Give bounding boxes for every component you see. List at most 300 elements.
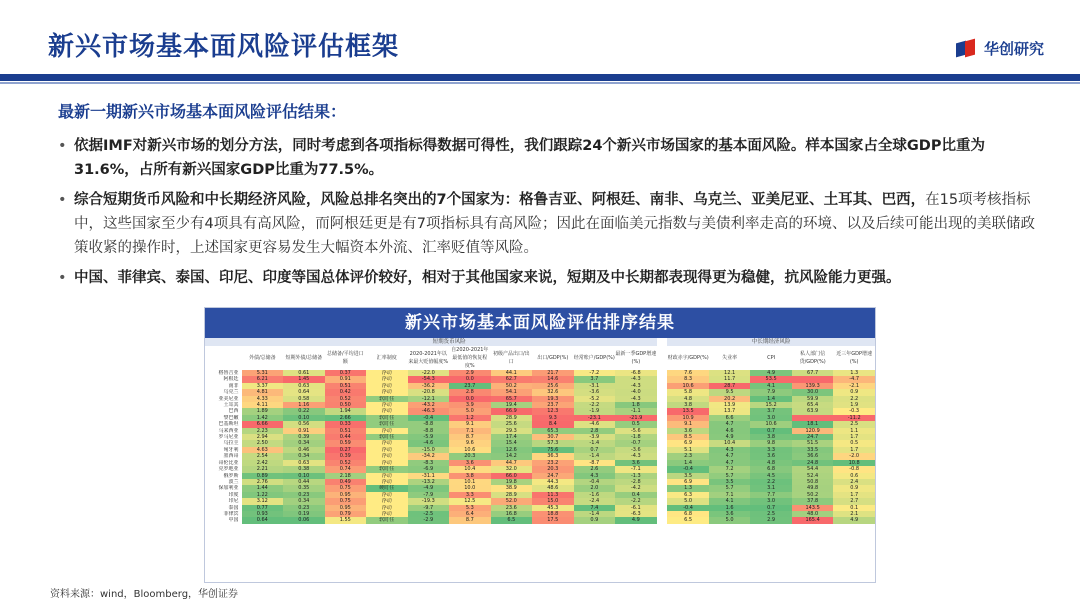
table-cell: 7.9 <box>750 389 792 395</box>
table-cell: 28.9 <box>491 492 533 498</box>
table-cell: 54.1 <box>491 389 533 395</box>
country-cell: 土耳其 <box>205 402 242 408</box>
table-cell: 48.0 <box>792 511 834 517</box>
table-cell: 62.7 <box>491 376 533 382</box>
table-cell: 0.34 <box>283 498 325 504</box>
column-header: 总储备/平均进口额 <box>325 346 367 370</box>
table-cell: 4.9 <box>615 517 657 523</box>
table-cell: 2.5 <box>750 511 792 517</box>
table-cell: -1.1 <box>615 408 657 414</box>
table-cell: 3.3 <box>449 492 491 498</box>
table-cell: 0.74 <box>325 466 367 472</box>
table-cell: 0.79 <box>325 511 367 517</box>
table-cell: -2.2 <box>574 402 616 408</box>
table-cell: 44.7 <box>491 460 533 466</box>
table-cell: 0.75 <box>325 485 367 491</box>
table-cell: 浮动 <box>366 370 408 376</box>
table-cell: 0.93 <box>242 511 284 517</box>
table-cell: 浮动 <box>366 460 408 466</box>
table-cell: 10.8 <box>833 460 875 466</box>
table-cell: 0.35 <box>283 485 325 491</box>
table-cell: 5.0 <box>709 517 751 523</box>
table-cell: 28.9 <box>491 415 533 421</box>
table-cell: 9.1 <box>667 421 709 427</box>
table-cell: 1.94 <box>325 408 367 414</box>
table-cell: 28.7 <box>709 383 751 389</box>
table-cell: 浮动 <box>366 402 408 408</box>
country-cell: 乌克兰 <box>205 389 242 395</box>
table-cell: 0.9 <box>833 389 875 395</box>
country-cell: 罗马尼亚 <box>205 434 242 440</box>
table-cell: -6.9 <box>408 466 450 472</box>
table-cell: -22.0 <box>408 370 450 376</box>
table-cell: 53.5 <box>750 376 792 382</box>
table-cell: 3.6 <box>750 453 792 459</box>
table-cell: 20.2 <box>709 396 751 402</box>
table-cell: -31.1 <box>408 473 450 479</box>
brand-logo-text: 华创研究 <box>983 40 1044 58</box>
country-cell: 俄罗斯 <box>205 473 242 479</box>
table-cell: 143.5 <box>792 505 834 511</box>
country-cell: 菲律宾 <box>205 511 242 517</box>
table-cell: 4.63 <box>242 447 284 453</box>
table-cell: 2.54 <box>242 453 284 459</box>
table-cell: 8.3 <box>667 376 709 382</box>
column-header: 初级产品出口/出口 <box>491 346 533 370</box>
table-cell: 0.7 <box>750 505 792 511</box>
table-cell: -0.7 <box>615 440 657 446</box>
country-cell: 保加利亚 <box>205 485 242 491</box>
table-cell: 0.50 <box>325 402 367 408</box>
table-cell: 9.3 <box>532 415 574 421</box>
country-cell: 匈牙利 <box>205 447 242 453</box>
bullet-bold-text: 综合短期货币风险和中长期经济风险，风险总排名突出的7个国家为：格鲁吉亚、阿根廷、南非、乌克兰、亚美尼亚、土耳其、巴西， <box>74 192 926 208</box>
brand-logo <box>956 38 1044 59</box>
bullet-bold-text: 中国、菲律宾、泰国、印尼、印度等国总体评价较好，相对于其他国家来说，短期及中长期都表现得更为稳健，抗风险能力更强。 <box>74 270 901 286</box>
table-cell: 5.7 <box>709 473 751 479</box>
column-header: 自2020-2021年最低值的恢复程度% <box>449 346 491 370</box>
table-cell: 52.0 <box>491 498 533 504</box>
table-cell: 0.5 <box>833 440 875 446</box>
table-cell: 54.4 <box>792 466 834 472</box>
table-cell: 8.7 <box>449 434 491 440</box>
table-cell: 0.39 <box>283 434 325 440</box>
table-cell: 3.8 <box>449 473 491 479</box>
bullet-list <box>58 134 1038 296</box>
table-cell: 1.16 <box>283 402 325 408</box>
table-cell: 0.4 <box>615 492 657 498</box>
table-cell: 11.3 <box>532 492 574 498</box>
table-cell: -1.3 <box>615 473 657 479</box>
table-cell: 1.3 <box>667 485 709 491</box>
table-cell: 6.6 <box>709 415 751 421</box>
table-cell: -6.8 <box>615 370 657 376</box>
table-cell: 75.6 <box>532 447 574 453</box>
table-cell: 浮动 <box>366 492 408 498</box>
table-cell: 5.0 <box>449 408 491 414</box>
table-cell: 2.4 <box>833 479 875 485</box>
risk-ranking-table <box>204 307 876 583</box>
table-cell: 15.4 <box>491 440 533 446</box>
table-group-header <box>205 338 875 346</box>
table-cell: 浮动 <box>366 428 408 434</box>
table-cell: -4.3 <box>615 383 657 389</box>
table-cell: 20.3 <box>532 466 574 472</box>
table-cell: 15.0 <box>532 498 574 504</box>
table-cell: 45.3 <box>532 505 574 511</box>
table-cell: 3.0 <box>750 498 792 504</box>
table-cell: 44.3 <box>532 479 574 485</box>
table-cell: -7.2 <box>574 370 616 376</box>
table-cell: -1.6 <box>574 492 616 498</box>
table-cell: 8.7 <box>449 517 491 523</box>
table-cell: -4.6 <box>574 421 616 427</box>
table-cell: 17.5 <box>532 517 574 523</box>
country-cell: 哥伦比亚 <box>205 460 242 466</box>
table-cell: 4.1 <box>750 383 792 389</box>
table-cell: 4.6 <box>709 428 751 434</box>
table-cell: 2.18 <box>325 473 367 479</box>
table-cell: 5.8 <box>667 389 709 395</box>
table-cell: 24.7 <box>792 434 834 440</box>
table-cell: 4.9 <box>833 517 875 523</box>
table-cell: 10.6 <box>750 421 792 427</box>
table-cell: -4.3 <box>615 396 657 402</box>
table-cell: 11.7 <box>709 376 751 382</box>
table-cell: -19.3 <box>408 498 450 504</box>
table-cell: 0.33 <box>325 421 367 427</box>
table-cell: 2.9 <box>449 370 491 376</box>
table-cell: 19.3 <box>532 396 574 402</box>
table-cell: 5.31 <box>242 370 284 376</box>
table-cell: 14.2 <box>491 453 533 459</box>
table-cell: 8.4 <box>532 421 574 427</box>
table-cell: 4.8 <box>750 460 792 466</box>
table-cell: 0.1 <box>833 505 875 511</box>
table-cell: 33.5 <box>792 447 834 453</box>
table-cell: 65.4 <box>792 402 834 408</box>
table-cell: 6.9 <box>667 440 709 446</box>
table-cell: -8.7 <box>574 460 616 466</box>
table-cell: 6.9 <box>667 479 709 485</box>
table-cell: 0.39 <box>325 453 367 459</box>
table-cell: 37.8 <box>792 498 834 504</box>
table-cell: 13.5 <box>667 408 709 414</box>
table-cell: 0.95 <box>325 492 367 498</box>
table-cell: 浮动 <box>366 473 408 479</box>
table-cell: 65.7 <box>491 396 533 402</box>
table-cell: 5.7 <box>709 485 751 491</box>
country-cell: 阿根廷 <box>205 376 242 382</box>
table-cell: 139.3 <box>792 383 834 389</box>
table-cell: 4.3 <box>574 473 616 479</box>
table-cell: 0.51 <box>325 383 367 389</box>
table-cell: 8.5 <box>667 434 709 440</box>
column-header-country <box>205 346 242 370</box>
table-cell: -7.9 <box>408 492 450 498</box>
table-cell: 2.5 <box>833 421 875 427</box>
table-cell: 0.37 <box>325 370 367 376</box>
table-cell: -4.2 <box>615 485 657 491</box>
table-cell: -4.0 <box>615 389 657 395</box>
table-cell: -2.4 <box>574 498 616 504</box>
table-cell: 0.38 <box>283 466 325 472</box>
table-cell: 63.9 <box>792 408 834 414</box>
table-cell: 2.6 <box>574 466 616 472</box>
column-header: 出口/GDP(%) <box>532 346 574 370</box>
section-subtitle: 最新一期新兴市场基本面风险评估结果： <box>58 102 347 121</box>
table-cell: 浮动 <box>366 479 408 485</box>
table-cell: 12.1 <box>709 370 751 376</box>
table-cell: 23.7 <box>449 383 491 389</box>
table-cell: 0.34 <box>283 453 325 459</box>
table-cell: 浮动 <box>366 498 408 504</box>
table-cell: 13.9 <box>709 402 751 408</box>
table-cell: 0.23 <box>283 505 325 511</box>
table-cell: 4.7 <box>709 421 751 427</box>
table-cell: 4.11 <box>242 402 284 408</box>
table-cell: 36.6 <box>792 453 834 459</box>
table-cell: -5.6 <box>615 428 657 434</box>
table-cell: -7.1 <box>615 466 657 472</box>
table-cell: 10.9 <box>667 415 709 421</box>
table-cell: 10.4 <box>449 466 491 472</box>
table-cell: -15.0 <box>408 447 450 453</box>
table-cell: 0.9 <box>833 485 875 491</box>
group-header-gap <box>657 338 668 346</box>
table-cell: 7.2 <box>709 466 751 472</box>
table-cell: 10.1 <box>449 479 491 485</box>
table-cell: 浮动 <box>366 389 408 395</box>
brand-logo-icon <box>956 40 978 58</box>
column-header: 外债/总储备 <box>242 346 284 370</box>
table-cell: 1.7 <box>833 434 875 440</box>
table-cell: 0.0 <box>449 396 491 402</box>
table-cell: 19.4 <box>491 402 533 408</box>
table-cell: 硬盯住 <box>366 485 408 491</box>
table-cell: -46.3 <box>408 408 450 414</box>
table-cell: 10.0 <box>449 485 491 491</box>
country-cell: 亚美尼亚 <box>205 396 242 402</box>
table-cell: 1.7 <box>833 447 875 453</box>
table-cell: 7.6 <box>667 370 709 376</box>
table-cell: 4.1 <box>709 498 751 504</box>
column-header: 私人部门信贷/GDP(%) <box>792 346 834 370</box>
table-cell: 7.7 <box>750 492 792 498</box>
table-cell: 0.10 <box>283 415 325 421</box>
table-cell: 0.52 <box>325 460 367 466</box>
table-cell: -4.3 <box>615 453 657 459</box>
column-header: 失业率 <box>709 346 751 370</box>
table-cell: -0.4 <box>667 466 709 472</box>
table-cell: 1.4 <box>667 460 709 466</box>
table-cell: 3.8 <box>667 402 709 408</box>
table-cell: -21.9 <box>615 415 657 421</box>
bullet-item <box>58 266 1038 290</box>
table-cell: -5.2 <box>574 396 616 402</box>
table-cell: 2.94 <box>242 434 284 440</box>
table-cell: 16.8 <box>491 511 533 517</box>
bullet-bold-text: 依据IMF对新兴市场的划分方法，同时考虑到各项指标得数据可得性，我们跟踪24个新兴市场国家的基本面风险。样本国家占全球GDP比重为31.6%，占所有新兴国家GDP比重为77.5%。 <box>74 138 985 178</box>
table-cell: 19.8 <box>491 479 533 485</box>
table-cell: 6.66 <box>242 421 284 427</box>
table-cell: 0.58 <box>283 396 325 402</box>
table-cell: 38.9 <box>491 485 533 491</box>
country-cell: 格鲁吉亚 <box>205 370 242 376</box>
table-cell: 2.23 <box>242 428 284 434</box>
table-cell: 12.6 <box>491 447 533 453</box>
table-cell: -2.1 <box>833 383 875 389</box>
table-cell: 3.5 <box>667 473 709 479</box>
table-cell: 0.91 <box>325 376 367 382</box>
country-cell: 南非 <box>205 383 242 389</box>
table-cell: 0.95 <box>325 505 367 511</box>
table-cell: -3.6 <box>615 447 657 453</box>
table-cell: 0.7 <box>574 447 616 453</box>
table-cell: 0.19 <box>283 511 325 517</box>
table-cell: 4.33 <box>242 396 284 402</box>
table-title: 新兴市场基本面风险评估排序结果 <box>205 308 875 338</box>
table-cell: 2.2 <box>750 479 792 485</box>
table-cell: 2.3 <box>667 453 709 459</box>
table-column-header <box>205 346 875 370</box>
table-cell: 1.22 <box>242 492 284 498</box>
table-cell: 12.5 <box>449 498 491 504</box>
table-cell: 0.23 <box>283 492 325 498</box>
table-cell: 0.89 <box>242 473 284 479</box>
table-cell: 51.5 <box>792 440 834 446</box>
table-cell: 2.76 <box>242 479 284 485</box>
table-cell: 30.7 <box>532 434 574 440</box>
table-cell: 23.7 <box>532 402 574 408</box>
table-cell: 4.5 <box>750 473 792 479</box>
table-cell: 0.46 <box>283 447 325 453</box>
table-cell: 165.4 <box>792 517 834 523</box>
table-cell: 2.7 <box>833 498 875 504</box>
table-cell: 52.4 <box>792 473 834 479</box>
table-cell: 24.7 <box>532 473 574 479</box>
column-header: 短期外债/总储备 <box>283 346 325 370</box>
column-header: 汇率制度 <box>366 346 408 370</box>
table-cell: 浮动 <box>366 376 408 382</box>
table-cell: 3.6 <box>667 428 709 434</box>
header-rule-thin <box>0 82 1080 84</box>
table-cell: 浮动 <box>366 453 408 459</box>
table-cell: 0.63 <box>283 460 325 466</box>
table-cell: -2.0 <box>833 453 875 459</box>
table-cell: 50.8 <box>792 479 834 485</box>
column-header-gap <box>657 346 668 370</box>
table-cell: 0.22 <box>283 408 325 414</box>
table-cell: 0.5 <box>615 421 657 427</box>
table-cell: 1.8 <box>615 402 657 408</box>
table-cell: 4.9 <box>709 434 751 440</box>
table-cell: 1.2 <box>449 415 491 421</box>
table-cell: 36.3 <box>532 453 574 459</box>
table-cell: 0.51 <box>325 428 367 434</box>
table-cell: 49.8 <box>792 485 834 491</box>
table-cell: 0.56 <box>283 421 325 427</box>
table-cell: 软盯住 <box>366 466 408 472</box>
table-cell: 3.12 <box>242 498 284 504</box>
table-cell: 29.3 <box>491 428 533 434</box>
table-cell: 浮动 <box>366 383 408 389</box>
table-cell: 9.6 <box>449 440 491 446</box>
table-cell: -13.2 <box>408 479 450 485</box>
table-cell: 24.8 <box>792 460 834 466</box>
table-cell: 1.4 <box>750 396 792 402</box>
column-header: 近三年GDP增速(%) <box>833 346 875 370</box>
table-cell: 18.1 <box>792 421 834 427</box>
table-cell: 25.6 <box>532 383 574 389</box>
table-cell: 1.3 <box>833 370 875 376</box>
table-cell: 50.2 <box>491 383 533 389</box>
table-cell: 7.1 <box>449 428 491 434</box>
table-cell: 23.2 <box>532 460 574 466</box>
table-cell: 软盯住 <box>366 415 408 421</box>
table-cell: 32.6 <box>532 389 574 395</box>
country-cell: 泰国 <box>205 505 242 511</box>
table-cell: -4.7 <box>833 376 875 382</box>
table-cell: 65.3 <box>532 428 574 434</box>
table-cell: 13.7 <box>709 408 751 414</box>
table-cell: 4.7 <box>709 453 751 459</box>
table-cell: -2.5 <box>408 511 450 517</box>
table-cell: 3.7 <box>750 408 792 414</box>
table-cell: -2.9 <box>408 517 450 523</box>
table-cell: -8.8 <box>408 428 450 434</box>
table-cell: 67.7 <box>792 370 834 376</box>
table-cell: 15.2 <box>750 402 792 408</box>
country-cell: 印度 <box>205 492 242 498</box>
table-body <box>205 370 875 524</box>
table-cell: 浮动 <box>366 511 408 517</box>
table-cell: 1.42 <box>242 415 284 421</box>
table-cell: 20.3 <box>449 453 491 459</box>
table-cell: -4.6 <box>408 440 450 446</box>
table-cell: 3.8 <box>750 434 792 440</box>
table-cell: 6.8 <box>667 511 709 517</box>
table-cell: 4.3 <box>709 447 751 453</box>
table-cell: 1.45 <box>283 376 325 382</box>
column-header: CPI <box>750 346 792 370</box>
table-cell: 3.7 <box>574 376 616 382</box>
table-cell: 3.37 <box>242 383 284 389</box>
table-cell: 浮动 <box>366 505 408 511</box>
table-cell: 0.49 <box>325 479 367 485</box>
table-cell: 2.0 <box>574 485 616 491</box>
column-header: 2020-2021年以来最大贬值幅度% <box>408 346 450 370</box>
table-cell: -3.9 <box>574 434 616 440</box>
table-cell: 2.2 <box>833 396 875 402</box>
table-cell: -1.8 <box>615 434 657 440</box>
table-cell: 59.9 <box>792 396 834 402</box>
table-cell: 9.1 <box>449 421 491 427</box>
table-cell: 3.3 <box>750 447 792 453</box>
table-cell: -0.4 <box>408 415 450 421</box>
table-cell: 0.44 <box>325 434 367 440</box>
table-cell: 4.9 <box>750 370 792 376</box>
table-cell: -0.3 <box>833 408 875 414</box>
table-cell: 12.3 <box>532 408 574 414</box>
table-cell: 2.8 <box>574 428 616 434</box>
column-header: 经常账户/GDP(%) <box>574 346 616 370</box>
table-cell: 2.50 <box>242 440 284 446</box>
table-cell: -0.8 <box>833 466 875 472</box>
table-cell: -4.9 <box>408 485 450 491</box>
table-cell: -0.4 <box>667 505 709 511</box>
country-cell: 波兰 <box>205 479 242 485</box>
